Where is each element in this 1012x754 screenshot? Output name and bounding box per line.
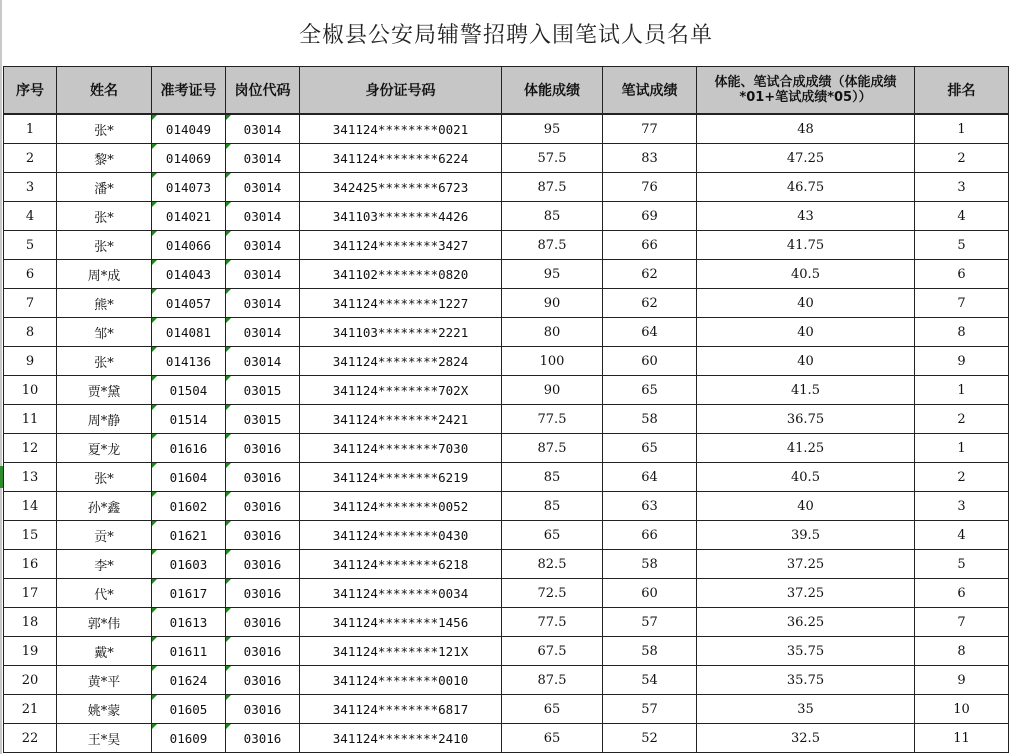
- header-seq[interactable]: 序号: [4, 67, 57, 115]
- cell-rank[interactable]: 2: [915, 405, 1009, 434]
- cell-exam-no[interactable]: 014136: [152, 347, 226, 376]
- table-row[interactable]: [4, 579, 1009, 608]
- cell-id-no[interactable]: 341124********7030: [300, 434, 502, 463]
- cell-written-score[interactable]: 57: [603, 608, 697, 637]
- cell-id-no[interactable]: 341124********702X: [300, 376, 502, 405]
- cell-exam-no[interactable]: 01604: [152, 463, 226, 492]
- cell-post-code[interactable]: 03015: [226, 376, 300, 405]
- cell-name[interactable]: 张*: [57, 114, 152, 144]
- cell-seq[interactable]: 5: [4, 231, 57, 260]
- header-post-code[interactable]: 岗位代码: [226, 67, 300, 115]
- cell-physical-score[interactable]: 95: [502, 114, 603, 144]
- table-row[interactable]: [4, 666, 1009, 695]
- cell-physical-score[interactable]: 100: [502, 347, 603, 376]
- cell-seq[interactable]: 8: [4, 318, 57, 347]
- cell-combined-score[interactable]: 47.25: [697, 144, 915, 173]
- cell-exam-no[interactable]: 01609: [152, 724, 226, 753]
- cell-combined-score[interactable]: 36.75: [697, 405, 915, 434]
- cell-exam-no[interactable]: 014049: [152, 114, 226, 144]
- cell-physical-score[interactable]: 80: [502, 318, 603, 347]
- cell-name[interactable]: 熊*: [57, 289, 152, 318]
- cell-written-score[interactable]: 62: [603, 260, 697, 289]
- cell-physical-score[interactable]: 85: [502, 202, 603, 231]
- cell-written-score[interactable]: 58: [603, 550, 697, 579]
- table-row[interactable]: [4, 318, 1009, 347]
- cell-combined-score[interactable]: 37.25: [697, 579, 915, 608]
- cell-exam-no[interactable]: 01621: [152, 521, 226, 550]
- cell-id-no[interactable]: 341124********6817: [300, 695, 502, 724]
- table-row[interactable]: [4, 434, 1009, 463]
- cell-post-code[interactable]: 03014: [226, 347, 300, 376]
- cell-written-score[interactable]: 63: [603, 492, 697, 521]
- cell-physical-score[interactable]: 87.5: [502, 434, 603, 463]
- cell-rank[interactable]: 4: [915, 521, 1009, 550]
- cell-exam-no[interactable]: 014043: [152, 260, 226, 289]
- cell-combined-score[interactable]: 43: [697, 202, 915, 231]
- cell-written-score[interactable]: 76: [603, 173, 697, 202]
- cell-written-score[interactable]: 62: [603, 289, 697, 318]
- cell-rank[interactable]: 1: [915, 114, 1009, 144]
- cell-seq[interactable]: 11: [4, 405, 57, 434]
- cell-written-score[interactable]: 69: [603, 202, 697, 231]
- cell-rank[interactable]: 3: [915, 492, 1009, 521]
- cell-post-code[interactable]: 03015: [226, 405, 300, 434]
- table-row[interactable]: [4, 608, 1009, 637]
- cell-rank[interactable]: 11: [915, 724, 1009, 753]
- cell-combined-score[interactable]: 40: [697, 347, 915, 376]
- cell-name[interactable]: 张*: [57, 347, 152, 376]
- cell-written-score[interactable]: 65: [603, 376, 697, 405]
- cell-combined-score[interactable]: 35.75: [697, 666, 915, 695]
- cell-rank[interactable]: 7: [915, 608, 1009, 637]
- cell-combined-score[interactable]: 40: [697, 289, 915, 318]
- cell-physical-score[interactable]: 82.5: [502, 550, 603, 579]
- cell-physical-score[interactable]: 95: [502, 260, 603, 289]
- cell-rank[interactable]: 1: [915, 434, 1009, 463]
- cell-combined-score[interactable]: 40.5: [697, 260, 915, 289]
- cell-rank[interactable]: 8: [915, 318, 1009, 347]
- cell-exam-no[interactable]: 01616: [152, 434, 226, 463]
- cell-id-no[interactable]: 341124********6219: [300, 463, 502, 492]
- table-row[interactable]: [4, 724, 1009, 753]
- cell-written-score[interactable]: 60: [603, 579, 697, 608]
- cell-exam-no[interactable]: 014021: [152, 202, 226, 231]
- cell-name[interactable]: 姚*蒙: [57, 695, 152, 724]
- cell-name[interactable]: 周*静: [57, 405, 152, 434]
- cell-rank[interactable]: 8: [915, 637, 1009, 666]
- cell-combined-score[interactable]: 40.5: [697, 463, 915, 492]
- table-row[interactable]: [4, 289, 1009, 318]
- cell-name[interactable]: 代*: [57, 579, 152, 608]
- cell-seq[interactable]: 15: [4, 521, 57, 550]
- cell-physical-score[interactable]: 65: [502, 724, 603, 753]
- header-combined-score[interactable]: 体能、笔试合成成绩（体能成绩*01+笔试成绩*05））: [697, 67, 915, 115]
- cell-seq[interactable]: 1: [4, 114, 57, 144]
- cell-rank[interactable]: 5: [915, 550, 1009, 579]
- candidate-table: [3, 66, 1009, 753]
- table-row[interactable]: [4, 492, 1009, 521]
- cell-rank[interactable]: 10: [915, 695, 1009, 724]
- cell-written-score[interactable]: 60: [603, 347, 697, 376]
- cell-seq[interactable]: 9: [4, 347, 57, 376]
- cell-id-no[interactable]: 341124********0034: [300, 579, 502, 608]
- cell-name[interactable]: 潘*: [57, 173, 152, 202]
- cell-seq[interactable]: 12: [4, 434, 57, 463]
- cell-exam-no[interactable]: 01603: [152, 550, 226, 579]
- cell-exam-no[interactable]: 014073: [152, 173, 226, 202]
- cell-written-score[interactable]: 65: [603, 434, 697, 463]
- cell-seq[interactable]: 22: [4, 724, 57, 753]
- cell-combined-score[interactable]: 40: [697, 318, 915, 347]
- cell-rank[interactable]: 5: [915, 231, 1009, 260]
- cell-written-score[interactable]: 58: [603, 405, 697, 434]
- header-written-score[interactable]: 笔试成绩: [603, 67, 697, 115]
- cell-post-code[interactable]: 03014: [226, 114, 300, 144]
- cell-name[interactable]: 黎*: [57, 144, 152, 173]
- cell-combined-score[interactable]: 32.5: [697, 724, 915, 753]
- cell-written-score[interactable]: 52: [603, 724, 697, 753]
- cell-written-score[interactable]: 57: [603, 695, 697, 724]
- cell-post-code[interactable]: 03016: [226, 434, 300, 463]
- cell-seq[interactable]: 17: [4, 579, 57, 608]
- cell-physical-score[interactable]: 90: [502, 376, 603, 405]
- cell-rank[interactable]: 9: [915, 666, 1009, 695]
- cell-name[interactable]: 邹*: [57, 318, 152, 347]
- cell-combined-score[interactable]: 41.75: [697, 231, 915, 260]
- cell-id-no[interactable]: 341124********2824: [300, 347, 502, 376]
- cell-post-code[interactable]: 03014: [226, 173, 300, 202]
- table-row[interactable]: [4, 695, 1009, 724]
- cell-post-code[interactable]: 03016: [226, 463, 300, 492]
- cell-exam-no[interactable]: 014069: [152, 144, 226, 173]
- cell-name[interactable]: 戴*: [57, 637, 152, 666]
- cell-rank[interactable]: 1: [915, 376, 1009, 405]
- cell-combined-score[interactable]: 40: [697, 492, 915, 521]
- table-row[interactable]: [4, 376, 1009, 405]
- cell-seq[interactable]: 21: [4, 695, 57, 724]
- table-header-row: [4, 67, 1009, 115]
- cell-physical-score[interactable]: 85: [502, 492, 603, 521]
- table-row[interactable]: [4, 231, 1009, 260]
- table-row[interactable]: [4, 144, 1009, 173]
- cell-physical-score[interactable]: 85: [502, 463, 603, 492]
- cell-id-no[interactable]: 342425********6723: [300, 173, 502, 202]
- header-id-no[interactable]: 身份证号码: [300, 67, 502, 115]
- table-row[interactable]: [4, 347, 1009, 376]
- cell-id-no[interactable]: 341103********2221: [300, 318, 502, 347]
- cell-physical-score[interactable]: 77.5: [502, 608, 603, 637]
- cell-seq[interactable]: 16: [4, 550, 57, 579]
- cell-id-no[interactable]: 341124********6224: [300, 144, 502, 173]
- cell-name[interactable]: 张*: [57, 202, 152, 231]
- cell-name[interactable]: 夏*龙: [57, 434, 152, 463]
- cell-id-no[interactable]: 341124********1227: [300, 289, 502, 318]
- cell-post-code[interactable]: 03016: [226, 492, 300, 521]
- table-row[interactable]: [4, 550, 1009, 579]
- cell-id-no[interactable]: 341124********6218: [300, 550, 502, 579]
- cell-id-no[interactable]: 341124********0430: [300, 521, 502, 550]
- cell-post-code[interactable]: 03016: [226, 666, 300, 695]
- cell-rank[interactable]: 2: [915, 463, 1009, 492]
- cell-id-no[interactable]: 341103********4426: [300, 202, 502, 231]
- cell-combined-score[interactable]: 36.25: [697, 608, 915, 637]
- cell-written-score[interactable]: 66: [603, 521, 697, 550]
- table-row[interactable]: [4, 173, 1009, 202]
- cell-post-code[interactable]: 03016: [226, 637, 300, 666]
- cell-seq[interactable]: 6: [4, 260, 57, 289]
- cell-physical-score[interactable]: 65: [502, 521, 603, 550]
- cell-combined-score[interactable]: 46.75: [697, 173, 915, 202]
- cell-written-score[interactable]: 66: [603, 231, 697, 260]
- cell-post-code[interactable]: 03016: [226, 521, 300, 550]
- cell-name[interactable]: 张*: [57, 463, 152, 492]
- cell-exam-no[interactable]: 01504: [152, 376, 226, 405]
- cell-name[interactable]: 李*: [57, 550, 152, 579]
- cell-rank[interactable]: 3: [915, 173, 1009, 202]
- cell-seq[interactable]: 3: [4, 173, 57, 202]
- cell-physical-score[interactable]: 77.5: [502, 405, 603, 434]
- cell-combined-score[interactable]: 35: [697, 695, 915, 724]
- cell-exam-no[interactable]: 01611: [152, 637, 226, 666]
- table-row[interactable]: [4, 637, 1009, 666]
- cell-exam-no[interactable]: 01613: [152, 608, 226, 637]
- cell-written-score[interactable]: 54: [603, 666, 697, 695]
- cell-physical-score[interactable]: 87.5: [502, 173, 603, 202]
- cell-combined-score[interactable]: 41.25: [697, 434, 915, 463]
- table-row[interactable]: [4, 202, 1009, 231]
- cell-written-score[interactable]: 58: [603, 637, 697, 666]
- cell-id-no[interactable]: 341124********2421: [300, 405, 502, 434]
- cell-name[interactable]: 贾*黛: [57, 376, 152, 405]
- cell-id-no[interactable]: 341124********0052: [300, 492, 502, 521]
- cell-seq[interactable]: 13: [4, 463, 57, 492]
- cell-post-code[interactable]: 03014: [226, 289, 300, 318]
- cell-post-code[interactable]: 03014: [226, 144, 300, 173]
- cell-combined-score[interactable]: 37.25: [697, 550, 915, 579]
- cell-name[interactable]: 黄*平: [57, 666, 152, 695]
- cell-physical-score[interactable]: 67.5: [502, 637, 603, 666]
- cell-written-score[interactable]: 77: [603, 114, 697, 144]
- cell-seq[interactable]: 4: [4, 202, 57, 231]
- cell-name[interactable]: 孙*鑫: [57, 492, 152, 521]
- cell-seq[interactable]: 7: [4, 289, 57, 318]
- table-row[interactable]: [4, 405, 1009, 434]
- cell-post-code[interactable]: 03016: [226, 579, 300, 608]
- cell-seq[interactable]: 19: [4, 637, 57, 666]
- sheet-left-border: [0, 0, 2, 754]
- cell-post-code[interactable]: 03014: [226, 260, 300, 289]
- cell-seq[interactable]: 2: [4, 144, 57, 173]
- cell-id-no[interactable]: 341124********3427: [300, 231, 502, 260]
- cell-written-score[interactable]: 64: [603, 318, 697, 347]
- cell-seq[interactable]: 18: [4, 608, 57, 637]
- cell-id-no[interactable]: 341124********0021: [300, 114, 502, 144]
- cell-rank[interactable]: 7: [915, 289, 1009, 318]
- header-name[interactable]: 姓名: [57, 67, 152, 115]
- sheet-title: 全椒县公安局辅警招聘入围笔试人员名单: [298, 22, 713, 48]
- cell-physical-score[interactable]: 90: [502, 289, 603, 318]
- cell-combined-score[interactable]: 35.75: [697, 637, 915, 666]
- table-body: [4, 114, 1009, 753]
- cell-physical-score[interactable]: 87.5: [502, 666, 603, 695]
- cell-exam-no[interactable]: 014081: [152, 318, 226, 347]
- header-physical-score[interactable]: 体能成绩: [502, 67, 603, 115]
- cell-rank[interactable]: 6: [915, 260, 1009, 289]
- cell-exam-no[interactable]: 01602: [152, 492, 226, 521]
- cell-name[interactable]: 张*: [57, 231, 152, 260]
- cell-exam-no[interactable]: 014066: [152, 231, 226, 260]
- cell-written-score[interactable]: 83: [603, 144, 697, 173]
- table-row[interactable]: [4, 521, 1009, 550]
- cell-written-score[interactable]: 64: [603, 463, 697, 492]
- cell-id-no[interactable]: 341124********121X: [300, 637, 502, 666]
- table-row[interactable]: [4, 463, 1009, 492]
- cell-name[interactable]: 郭*伟: [57, 608, 152, 637]
- cell-exam-no[interactable]: 01514: [152, 405, 226, 434]
- cell-seq[interactable]: 10: [4, 376, 57, 405]
- cell-physical-score[interactable]: 65: [502, 695, 603, 724]
- cell-id-no[interactable]: 341124********2410: [300, 724, 502, 753]
- cell-rank[interactable]: 2: [915, 144, 1009, 173]
- cell-id-no[interactable]: 341124********0010: [300, 666, 502, 695]
- cell-seq[interactable]: 20: [4, 666, 57, 695]
- table-row[interactable]: [4, 260, 1009, 289]
- cell-rank[interactable]: 4: [915, 202, 1009, 231]
- cell-post-code[interactable]: 03016: [226, 724, 300, 753]
- cell-exam-no[interactable]: 014057: [152, 289, 226, 318]
- cell-combined-score[interactable]: 41.5: [697, 376, 915, 405]
- cell-exam-no[interactable]: 01617: [152, 579, 226, 608]
- cell-rank[interactable]: 6: [915, 579, 1009, 608]
- cell-physical-score[interactable]: 72.5: [502, 579, 603, 608]
- cell-name[interactable]: 周*成: [57, 260, 152, 289]
- cell-combined-score[interactable]: 39.5: [697, 521, 915, 550]
- cell-post-code[interactable]: 03014: [226, 318, 300, 347]
- cell-id-no[interactable]: 341102********0820: [300, 260, 502, 289]
- cell-id-no[interactable]: 341124********1456: [300, 608, 502, 637]
- cell-exam-no[interactable]: 01605: [152, 695, 226, 724]
- cell-rank[interactable]: 9: [915, 347, 1009, 376]
- cell-post-code[interactable]: 03016: [226, 550, 300, 579]
- header-exam-no[interactable]: 准考证号: [152, 67, 226, 115]
- cell-post-code[interactable]: 03014: [226, 202, 300, 231]
- table-row[interactable]: [4, 114, 1009, 144]
- cell-physical-score[interactable]: 87.5: [502, 231, 603, 260]
- cell-name[interactable]: 王*昊: [57, 724, 152, 753]
- header-rank[interactable]: 排名: [915, 67, 1009, 115]
- cell-seq[interactable]: 14: [4, 492, 57, 521]
- cell-post-code[interactable]: 03016: [226, 608, 300, 637]
- cell-post-code[interactable]: 03016: [226, 695, 300, 724]
- cell-exam-no[interactable]: 01624: [152, 666, 226, 695]
- cell-combined-score[interactable]: 48: [697, 114, 915, 144]
- cell-physical-score[interactable]: 57.5: [502, 144, 603, 173]
- cell-post-code[interactable]: 03014: [226, 231, 300, 260]
- cell-name[interactable]: 贡*: [57, 521, 152, 550]
